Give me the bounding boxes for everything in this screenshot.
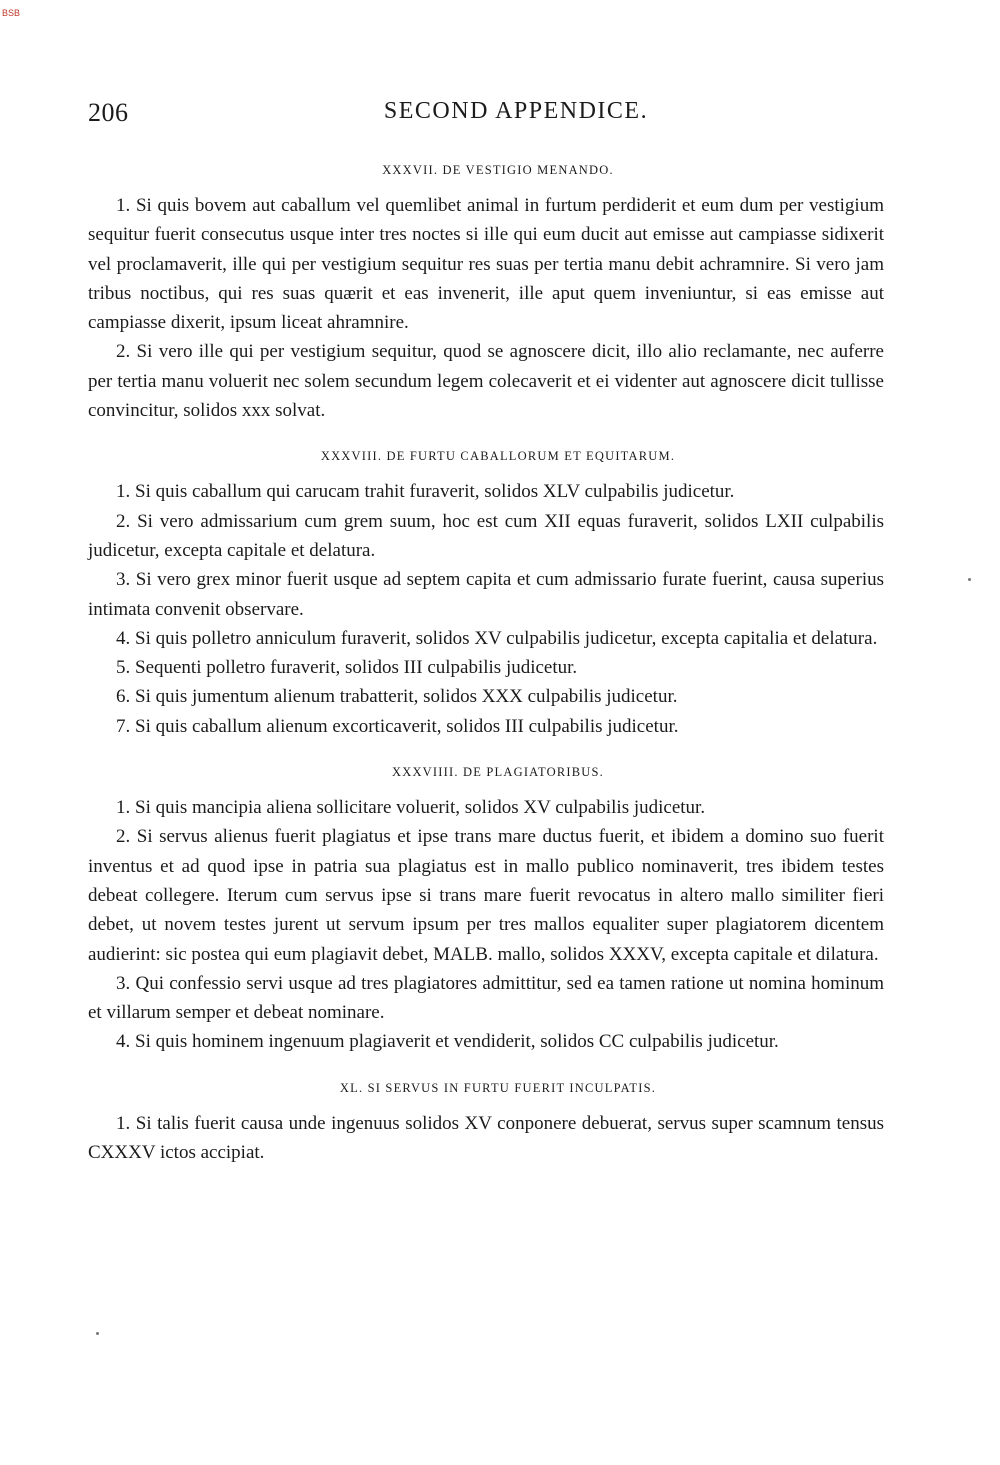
- specks: [96, 1332, 99, 1335]
- paragraph: 6. Si quis jumentum alienum trabatterit, solidos XXX culpabilis judicetur.: [116, 686, 678, 708]
- section-xxxvii: [88, 160, 884, 425]
- section-heading: XL. SI SERVUS IN FURTU FUERIT INCULPATIS.: [339, 1080, 657, 1095]
- paragraph: 1. Si quis caballum qui carucam trahit furaverit, solidos XLV culpabilis judicetur.: [116, 481, 735, 503]
- section-heading: XXXVII. DE VESTIGIO MENANDO.: [382, 163, 614, 177]
- running-title: SECOND APPENDICE.: [383, 98, 649, 124]
- page-body: [88, 160, 884, 1188]
- library-stamp: BSB: [2, 8, 21, 18]
- section-heading: XXXVIII. DE FURTU CABALLORUM ET EQUITARUM.: [320, 449, 676, 464]
- paragraph: 3. Qui confessio servi usque ad tres plagiatores admittitur, sed ea tamen ratione ut nomina hominum et villarum semper et debeat nominare.: [88, 972, 884, 1024]
- paragraph: 7. Si quis caballum alienum excorticaverit, solidos III culpabilis judicetur.: [116, 715, 679, 737]
- paragraph: 4. Si quis polletro anniculum furaverit, solidos XV culpabilis judicetur, excepta capitalia et delatura.: [116, 627, 878, 649]
- paragraph: 2. Si servus alienus fuerit plagiatus et ipse trans mare ductus fuerit, et ibidem a domino suo fuerit inventus et ad quod ipse in patria sua plagiatus est in mallo publico nominaverit, tres ibidem testes debeat collegere. Iterum cum servus ipse si trans mare fuerit revocatus in altero mallo similiter fieri debet, ut novem testes jurent ut servum ipsum per tres mallos equaliter super plagiatorem dicentem audierint: sic postea qui eum plagiavit debet, MALB. mallo, solidos XXXV, excepta capitale et dilatura.: [88, 826, 884, 965]
- section-heading: XXXVIIII. DE PLAGIATORIBUS.: [391, 765, 605, 780]
- paragraph: 1. Si quis bovem aut caballum vel quemlibet animal in furtum perdiderit et eum dum per vestigium sequitur fuerit consecutus usque inter tres noctes si ille qui eum ducit aut emisse aut campiasse sidixerit vel proclamaverit, ille qui per vestigium sequitur res suas per tertia manu debit achramnire. Si vero jam tribus noctibus, qui res suas quærit et eas invenerit, ille aput quem inveniuntur, si eas emisse aut campiasse dixerit, ipsum liceat ahramnire.: [88, 195, 884, 334]
- paragraph: 3. Si vero grex minor fuerit usque ad septem capita et cum admissario furate fuerint, causa superius intimata convenit observare.: [88, 569, 884, 620]
- section-xl: [88, 1078, 884, 1168]
- page-number: 206: [88, 98, 129, 127]
- specks: [968, 578, 971, 581]
- paragraph: 1. Si quis mancipia aliena sollicitare voluerit, solidos XV culpabilis judicetur.: [116, 797, 706, 819]
- paragraph: 1. Si talis fuerit causa unde ingenuus solidos XV conponere debuerat, servus super scamnum tensus CXXXV ictos accipiat.: [88, 1112, 884, 1164]
- section-xxxviiii: [88, 762, 884, 1057]
- paragraph: 5. Sequenti polletro furaverit, solidos III culpabilis judicetur.: [116, 657, 578, 679]
- paragraph: 2. Si vero admissarium cum grem suum, hoc est cum XII equas furaverit, solidos LXII culpabilis judicetur, excepta capitale et delatura.: [88, 510, 884, 561]
- paragraph: 4. Si quis hominem ingenuum plagiaverit et vendiderit, solidos CC culpabilis judicetur.: [116, 1031, 779, 1053]
- section-xxxviii: [88, 446, 884, 741]
- page-header: [88, 98, 884, 132]
- paragraph: 2. Si vero ille qui per vestigium sequitur, quod se agnoscere dicit, illo alio reclamante, nec auferre per tertia manu voluerit nec solem secundum legem colecaverit et ei videnter aut agnoscere dicit tullisse convincitur, solidos xxx solvat.: [88, 341, 884, 422]
